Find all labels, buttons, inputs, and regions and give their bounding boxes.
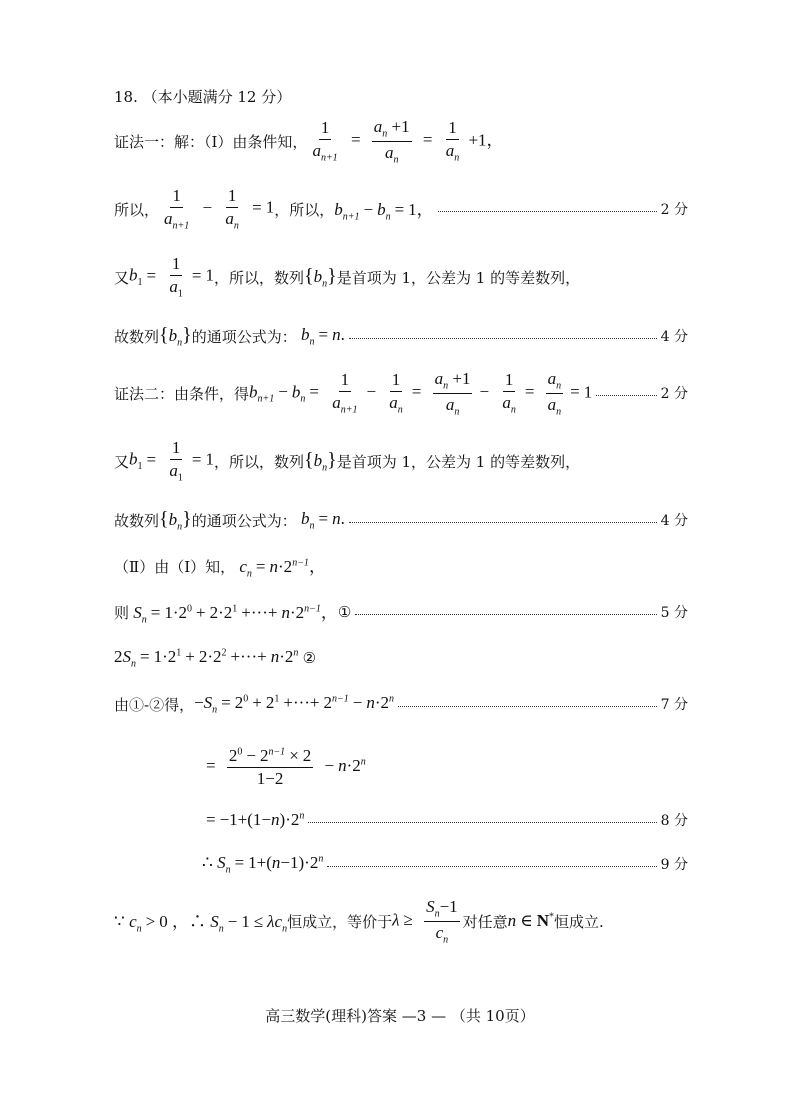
method1-line1 [114,118,504,164]
score-label: 9 分 [660,857,688,873]
method2-line1 [114,370,688,416]
dotted-leader [438,211,657,212]
problem-header-text: 18. （本小题满分 12 分） [114,87,292,106]
dotted-leader [327,866,656,867]
score-label: 4 分 [660,513,688,529]
again-text: 又 [114,268,130,287]
sequence-b: $\{b_n\}$ [303,264,337,290]
arith-text: 是首项为 1，公差为 1 的等差数列， [336,268,581,287]
so-text-3: ，所以，数列 [213,452,304,471]
general-text-2: 的通项公式为： [191,511,297,530]
circle-one: ① [337,603,352,621]
sequence-b: $\{b_n\}$ [159,323,192,349]
part2-line7 [202,844,688,884]
dotted-leader [349,338,657,339]
dotted-leader [355,614,656,615]
dotted-leader [596,395,656,396]
score-label: 5 分 [660,605,688,621]
formula-sn-result: ∴ $S_n = 1+(n-1)\cdot 2^n$ [202,852,324,876]
method2-label: 证法二：由条件，得 [114,384,250,403]
part2-intro: （Ⅱ）由（Ⅰ）知， [114,557,236,576]
dotted-leader [349,522,657,523]
score-label: 7 分 [660,697,688,713]
formula-recurrence: $\frac{1}{a_{n+1}}$ = $\frac{a_n +1}{a_n}$ = $\frac{1}{a_n}$ +1， [312,116,504,165]
dotted-leader [308,822,656,823]
method2-line2 [114,438,580,484]
formula-simplified: = $-1+(1-n)\cdot 2^n$ [206,810,305,829]
formula-sn: $S_n = 1\cdot 2^0 + 2\cdot 2^1$ +···+ $n\cdot 2^{n-1}$， [129,603,338,626]
formula-2sn: $2S_n = 1\cdot 2^1 + 2\cdot 2^2$ +···+ $n\cdot 2^n$ [114,646,299,670]
score-label: 4 分 [660,329,688,345]
so-text: 所以， [114,200,160,219]
so-text-3: ，所以，数列 [213,268,304,287]
formula-bn: $b_n = n$. [296,508,345,532]
then-text: 则 [114,603,130,622]
part2-line4 [114,684,688,724]
part2-line3 [114,638,316,678]
sequence-b: $\{b_n\}$ [303,448,337,474]
general-text: 故数列 [114,511,160,530]
score-label: 2 分 [660,386,688,402]
so-text-2: ，所以， [274,200,335,219]
method2-line3 [114,500,688,540]
formula-lambda: λ ≥ $\frac{S_n-1}{c_n}$ [392,896,458,945]
circle-two: ② [302,649,317,667]
part2-line8 [114,896,604,946]
because-text-2: 对任意 [462,912,508,931]
part2-line2 [114,592,688,632]
sequence-b: $\{b_n\}$ [159,507,192,533]
part2-line1 [114,546,326,586]
method1-label: 证法一：解：（Ⅰ）由条件知， [114,132,308,151]
page-footer: 高三数学(理科)答案 —3 — （共 10页） [265,1007,535,1025]
from-text: 由①-②得， [114,695,195,714]
because-text-1: 恒成立，等价于 [287,912,393,931]
dotted-leader [398,706,657,707]
again-text: 又 [114,452,130,471]
score-label: 8 分 [660,813,688,829]
score-label: 2 分 [660,202,688,218]
method1-line4 [114,316,688,356]
formula-because: ∵ $c_n > 0$ ，∴ $S_n - 1 \le \lambda c_n$ [114,912,288,935]
part2-line5 [202,742,366,792]
formula-diff: $\frac{1}{a_{n+1}}$ − $\frac{1}{a_n}$ = 1 [164,186,275,232]
method1-line2 [114,186,688,232]
formula-n-in-N: n ∈ N* [507,911,555,930]
formula-b-diff: $b_{n+1} - b_n = 1$， [334,200,434,223]
formula-b1: $b_1$ = $\frac{1}{a_1}$ = 1 [129,254,214,300]
part2-line6 [202,800,688,840]
method1-line3 [114,254,580,300]
formula-minus-sn: $-S_n = 2^0 + 2^1$ +···+ $2^{n-1} - n\cdot 2^n$ [194,692,395,716]
because-text-3: 恒成立. [554,912,604,931]
formula-method2: $b_{n+1} - b_n$ = $\frac{1}{a_{n+1}}$ − $\frac{1}{a_n}$ = $\frac{a_n +1}{a_n}$ − $\frac{1}{a_n}$ = $\frac{a_n}{a_n}$ = 1 [249,368,593,417]
arith-text: 是首项为 1，公差为 1 的等差数列， [336,452,581,471]
general-text-2: 的通项公式为： [191,327,297,346]
formula-geometric-sum: = $\frac{2^0 - 2^{n-1} \times 2}{1-2}$ − $n\cdot 2^n$ [206,745,366,788]
general-text: 故数列 [114,327,160,346]
formula-b1: $b_1$ = $\frac{1}{a_1}$ = 1 [129,438,214,484]
problem-header [114,76,291,116]
formula-bn: $b_n = n$. [296,324,345,348]
formula-cn: $c_n = n\cdot 2^{n-1}$， [235,557,326,580]
